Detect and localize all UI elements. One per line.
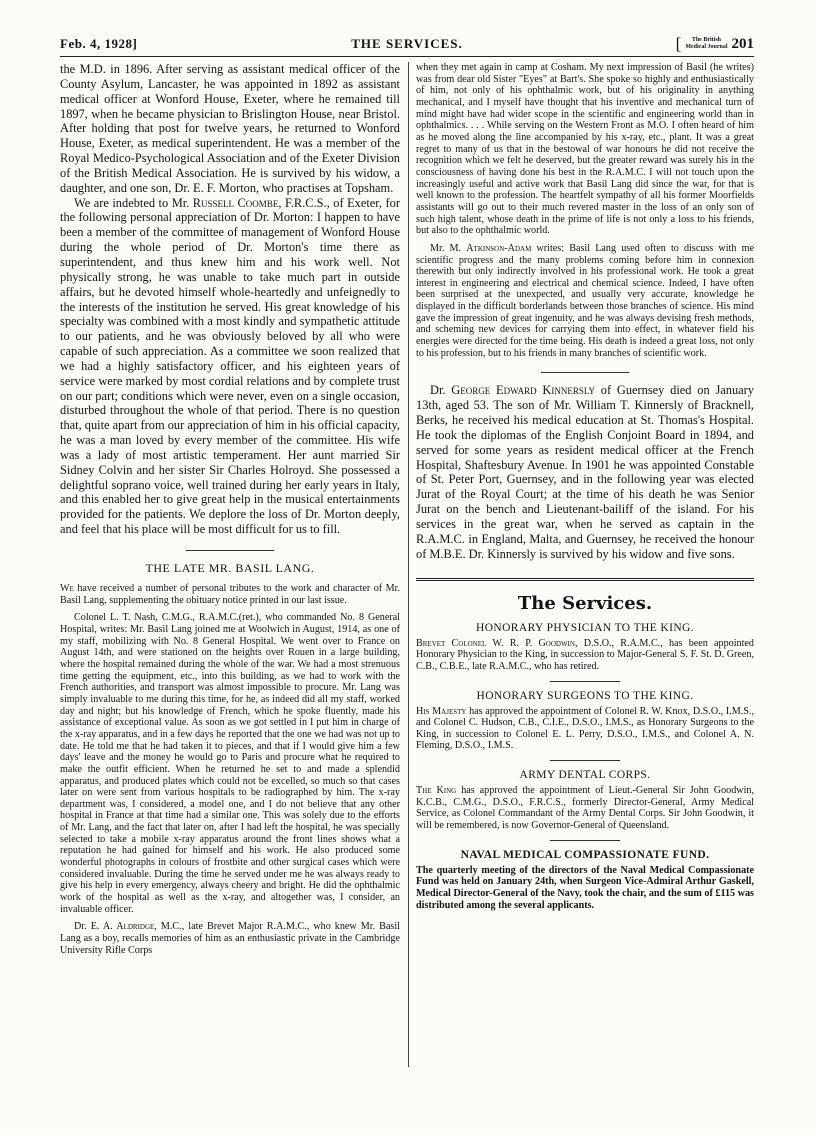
kinnersly-paragraph [416, 383, 754, 561]
adam-name: Atkinson-Adam [466, 242, 532, 254]
lang-intro-paragraph [60, 583, 400, 606]
journal-name-line2: Medical Journal [685, 44, 728, 50]
physician-heading: HONORARY PHYSICIAN TO THE KING. [475, 621, 695, 634]
issue-date: Feb. 4, 1928] [60, 36, 138, 51]
naval-paragraph: The quarterly meeting of the directors of the Naval Medical Compassionate Fund was held on January 24th, when Surgeon Vice-Admiral Arthur Gaskell, Medical Director-General of the Navy, took the chair, and the sum of £115 was distributed among the several applicants. [416, 864, 754, 911]
section-divider [550, 840, 620, 841]
kinnersly-name: George Edward Kinnersly [451, 383, 595, 398]
aldridge-intro: Dr. [74, 921, 91, 933]
adam-text: writes: Basil Lang used often to discuss with me scientific progress and the many problems coming before him in connexion therewith but only indirectly involved in his professional work. He took a great interest in engineering and electrical and chemical science. Indeed, I have often been surprised at the unexpected, and usually very accurate, knowledge he displayed in the difficult borderlands between those branches of science. His mind gave the impression of great ingenuity, and he was always devising fresh methods, and scheming new devices for carrying them into effect, in whatever field his energies were directed for the time being. His death is indeed a great loss, not only to his profession, but to his friends in many branches of scientific work. [416, 242, 754, 359]
nash-paragraph: Colonel L. T. Nash, C.M.G., R.A.M.C.(ret.), who commanded No. 8 General Hospital, writes: Mr. Basil Lang joined me at Woolwich in August, 1914, as one of my staff, mobilizing with No. 8 General Hospital. We went over to France on August 14th, and were stationed on the heights over Rouen in a large building, where the hospital remained during the whole of the war. We had a most strenuous time getting the equipment, etc., into this building, as we had to work with the French authorities, and transport was almost impossible to procure. Mr. Lang was simply invaluable to me during this time, for he, as indeed did all my staff, worked day and night; but his knowledge of French, which he spoke fluently, made his assistance of exceptional value. As soon as we got settled in I put him in charge of the x-ray apparatus, and in a few days he reported that the one we had was not up to date. He told me that he had taken it to pieces, and that if I would give him a few days' leave and the money he would go to Paris and procure what he required to make the outfit efficient. When he returned he set to and made a splendid apparatus, and produced plates which could not be excelled, so much so that cases later on were sent from various hospitals to be radiographed by him. The x-ray department was, I considered, a model one, and I do not believe that any other hospital in France at that time had a similar one. This was solely due to the efforts of Mr. Lang, and the fact that later on, after I had left the hospital, he was specially selected to take a mobile x-ray apparatus around the front lines shows what a reputation he had gained for himself and his work. He also produced some wonderful photographs in colours of frostbite and other surgical cases which were considered invaluable. During the time he served under me he was always ready to give his help in every emergency, always cheery and bright. He did the ophthalmic work of the hospital as well as the x-ray, and altogether was, I consider, an invaluable officer. [60, 612, 400, 915]
dental-paragraph [416, 785, 754, 832]
coombe-intro: We are indebted to Mr. [74, 195, 190, 210]
masthead-bracket: [ [675, 34, 682, 53]
naval-heading: NAVAL MEDICAL COMPASSIONATE FUND. [460, 848, 710, 861]
journal-name [685, 37, 727, 51]
morton-paragraph-1: the M.D. in 1896. After serving as assistant medical officer of the County Asylum, Lancaster, he was appointed in 1892 as assistant medical officer at Wonford House, Exeter, where he remained till 1897, when he became physician to Brislington House, near Bristol. After holding that post for twelve years, he returned to Wonford House, Exeter, as medical superintendent. He was a member of the Royal Medico-Psychological Association and of the Exeter Division of the British Medical Association. He is survived by his widow, a daughter, and one son, Dr. E. F. Morton, who practises at Topsham. [60, 62, 400, 195]
physician-lead: Brevet Colonel W. R. P. Goodwin [416, 637, 575, 649]
journal-masthead [676, 34, 754, 54]
adam-intro: Mr. M. [430, 242, 467, 254]
aldridge-name: E. A. Aldridge [90, 921, 155, 933]
coombe-name: Russell Coombe [192, 195, 279, 210]
atkinson-adam-paragraph [416, 243, 754, 360]
page-number: 201 [731, 35, 754, 52]
header-rule [60, 56, 754, 57]
physician-text: , D.S.O., R.A.M.C., has been appointed Honorary Physician to the King, in succession to Major-General S. F. St. D. Green, C.B., C.B.E., late R.A.M.C., who has retired. [416, 637, 754, 672]
dental-lead: The King [416, 785, 457, 797]
kinnersly-intro: Dr. [430, 383, 452, 398]
journal-name-line1: The British [691, 37, 721, 43]
page-header [60, 34, 754, 54]
section-divider [541, 372, 629, 373]
morton-paragraph-2 [60, 196, 400, 537]
coombe-text: , F.R.C.S., of Exeter, for the following personal appreciation of Dr. Morton: I happen to have been a member of the committee of management of Wonford House during the whole period of Dr. Morton's time there as superintendent, and thus knew him and his work well. Not physically strong, he was unable to take much part in outside affairs, but he devoted himself whole-heartedly and unfeignedly to the interests of the institution he served. His great knowledge of his specialty was combined with a most kindly and sympathetic attitude to our patients, and he was obviously beloved by all who were capable of such appreciation. As a committee we soon realized that we had a highly satisfactory officer, and his eighteen years of service were marked by most cordial relations and by complete trust on our part; conditions which were never, even on a single occasion, disturbed throughout the whole of that period. There is no question that, quite apart from our appreciation of him in his official capacity, he was a man loved by every member of the committee. His wife was a lady of most artistic temperament. Her aunt married Sir Sidney Colvin and her sister Sir Charles Holroyd. She possessed a delightful soprano voice, well trained during her early years in Italy, and this enabled her to give great help in the musical entertainments provided for the patients. We deplore the loss of Dr. Morton deeply, and feel that his place will be most difficult for us to fill. [60, 195, 400, 537]
lang-intro-text: have received a number of personal tributes to the work and character of Mr. Basil Lang, supplementing the obituary notice printed in our last issue. [60, 583, 400, 606]
physician-paragraph [416, 638, 754, 673]
aldridge-paragraph [60, 921, 400, 956]
surgeons-lead: His Majesty [416, 705, 467, 717]
kinnersly-text: of Guernsey died on January 13th, aged 53. The son of Mr. William T. Kinnersly of Bracknell, Berks, he received his medical education at St. Thomas's Hospital. He took the diplomas of the English Conjoint Board in 1894, and served for some years as resident medical officer at the French Hospital, Shaftesbury Avenue. In 1901 he was appointed Constable of St. Peter Port, Guernsey, and in the following year was elected Jurat of the Royal Court; at the time of his death he was Senior Jurat on the bench and Lieutenant-bailiff of the island. For his services in the great war, when he served as captain in the R.A.M.C. in England, Malta, and Guernsey, he received the honour of M.B.E. Dr. Kinnersly is survived by his widow and five sons. [416, 383, 754, 561]
right-column [416, 62, 754, 911]
lang-heading: THE LATE MR. BASIL LANG. [145, 561, 315, 575]
column-divider [408, 62, 409, 1067]
dental-heading: ARMY DENTAL CORPS. [519, 769, 651, 782]
lang-intro-initial: We [60, 583, 74, 594]
surgeons-paragraph [416, 706, 754, 753]
section-title: THE SERVICES. [351, 36, 463, 51]
surgeons-heading: HONORARY SURGEONS TO THE KING. [476, 689, 694, 702]
surgeons-text: has approved the appointment of Colonel R. W. Knox, D.S.O., I.M.S., and Colonel C. Hudson, C.B., C.I.E., D.S.O., I.M.S., as Honorary Surgeons to the King, in succession to Colonel E. L. Perry, D.S.O., I.M.S., and Colonel A. N. Fleming, D.S.O., I.M.S. [416, 705, 754, 752]
aldridge-continuation: when they met again in camp at Cosham. My next impression of Basil (he writes) was from dear old Sister "Eyes" at Bart's. She spoke so highly and enthusiastically of him, not only of his ophthalmic work, but of his originality in anything mechanical, and I myself have thought that his inventive and mechanical turn of mind might have had wider scope in the scientific and engineering world than in ophthalmics. . . . While serving on the Western Front as M.O. I often heard of him as he moved along the line accompanied by his x-ray, etc., plant. It was a great regret to many of us that in the bestowal of war honours he did not receive the recognition which we felt he deserved, but the greater reward was surely his in the consciousness of having done his best in the R.A.M.C. I will not touch upon the increasingly useful and active work that Basil Lang did since the war, for that is well known to the profession. The heartfelt sympathy of all his former Moorfields assistants will go out to their much revered master in the loss of an only son of such high talent, whose death in the prime of life is not only a loss to his friends, but also to the ophthalmic world. [416, 62, 754, 237]
section-divider [550, 760, 620, 761]
section-divider [550, 681, 620, 682]
dental-text: has approved the appointment of Lieut.-General Sir John Goodwin, K.C.B., C.M.G., D.S.O., F.R.C.S., formerly Director-General, Army Medical Service, as Colonel Commandant of the Army Dental Corps. Sir John Goodwin, it will be remembered, is now Governor-General of Queensland. [416, 785, 755, 832]
section-divider [186, 550, 274, 551]
services-title: The Services. [517, 592, 653, 614]
aldridge-text: , M.C., late Brevet Major R.A.M.C., who knew Mr. Basil Lang as a boy, recalls memories of him as an enthusiastic private in the Cambridge University Rifle Corps [60, 921, 400, 956]
double-rule [416, 578, 754, 581]
left-column [60, 62, 400, 956]
